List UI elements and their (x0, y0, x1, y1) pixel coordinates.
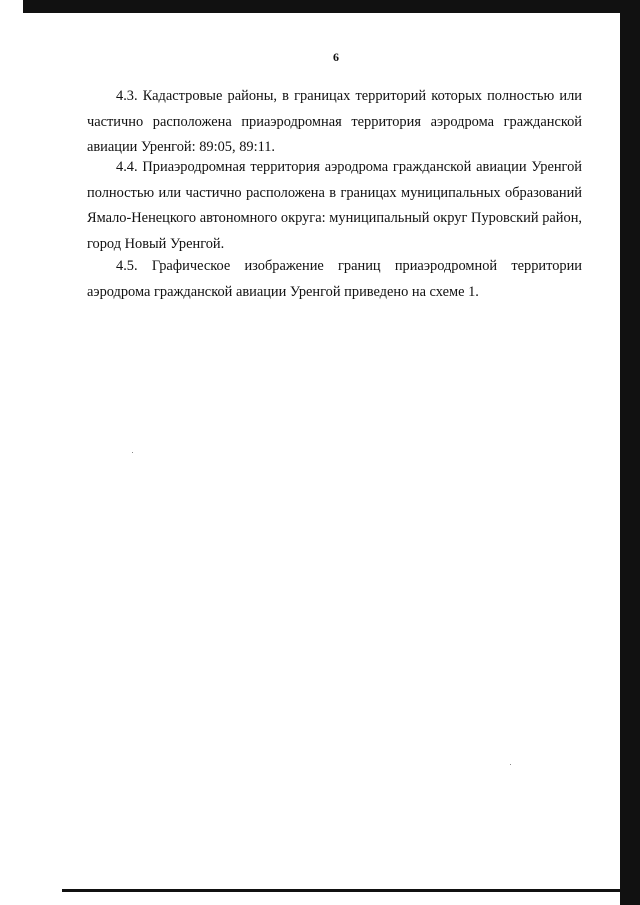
scan-edge-top (23, 0, 640, 13)
paragraph-4-4: 4.4. Приаэродромная территория аэродрома гражданской авиации Уренгой полностью или частично расположена в границах муниципальных образований Ямало-Ненецкого автономного округа: муниципальный округ Пуровский район, город Новый Уренгой. (87, 159, 582, 252)
scan-speck (132, 452, 133, 453)
paragraph-4-5: 4.5. Графическое изображение границ приаэродромной территории аэродрома гражданской авиации Уренгой приведено на схеме 1. (87, 258, 582, 300)
scan-speck (510, 764, 511, 765)
paragraph-4-3: 4.3. Кадастровые районы, в границах территорий которых полностью или частично расположена приаэродромная территория аэродрома гражданской авиации Уренгой: 89:05, 89:11. (87, 88, 582, 155)
scan-edge-right (620, 0, 640, 905)
page-number: 6 (333, 50, 339, 64)
scan-edge-bottom (62, 889, 620, 892)
